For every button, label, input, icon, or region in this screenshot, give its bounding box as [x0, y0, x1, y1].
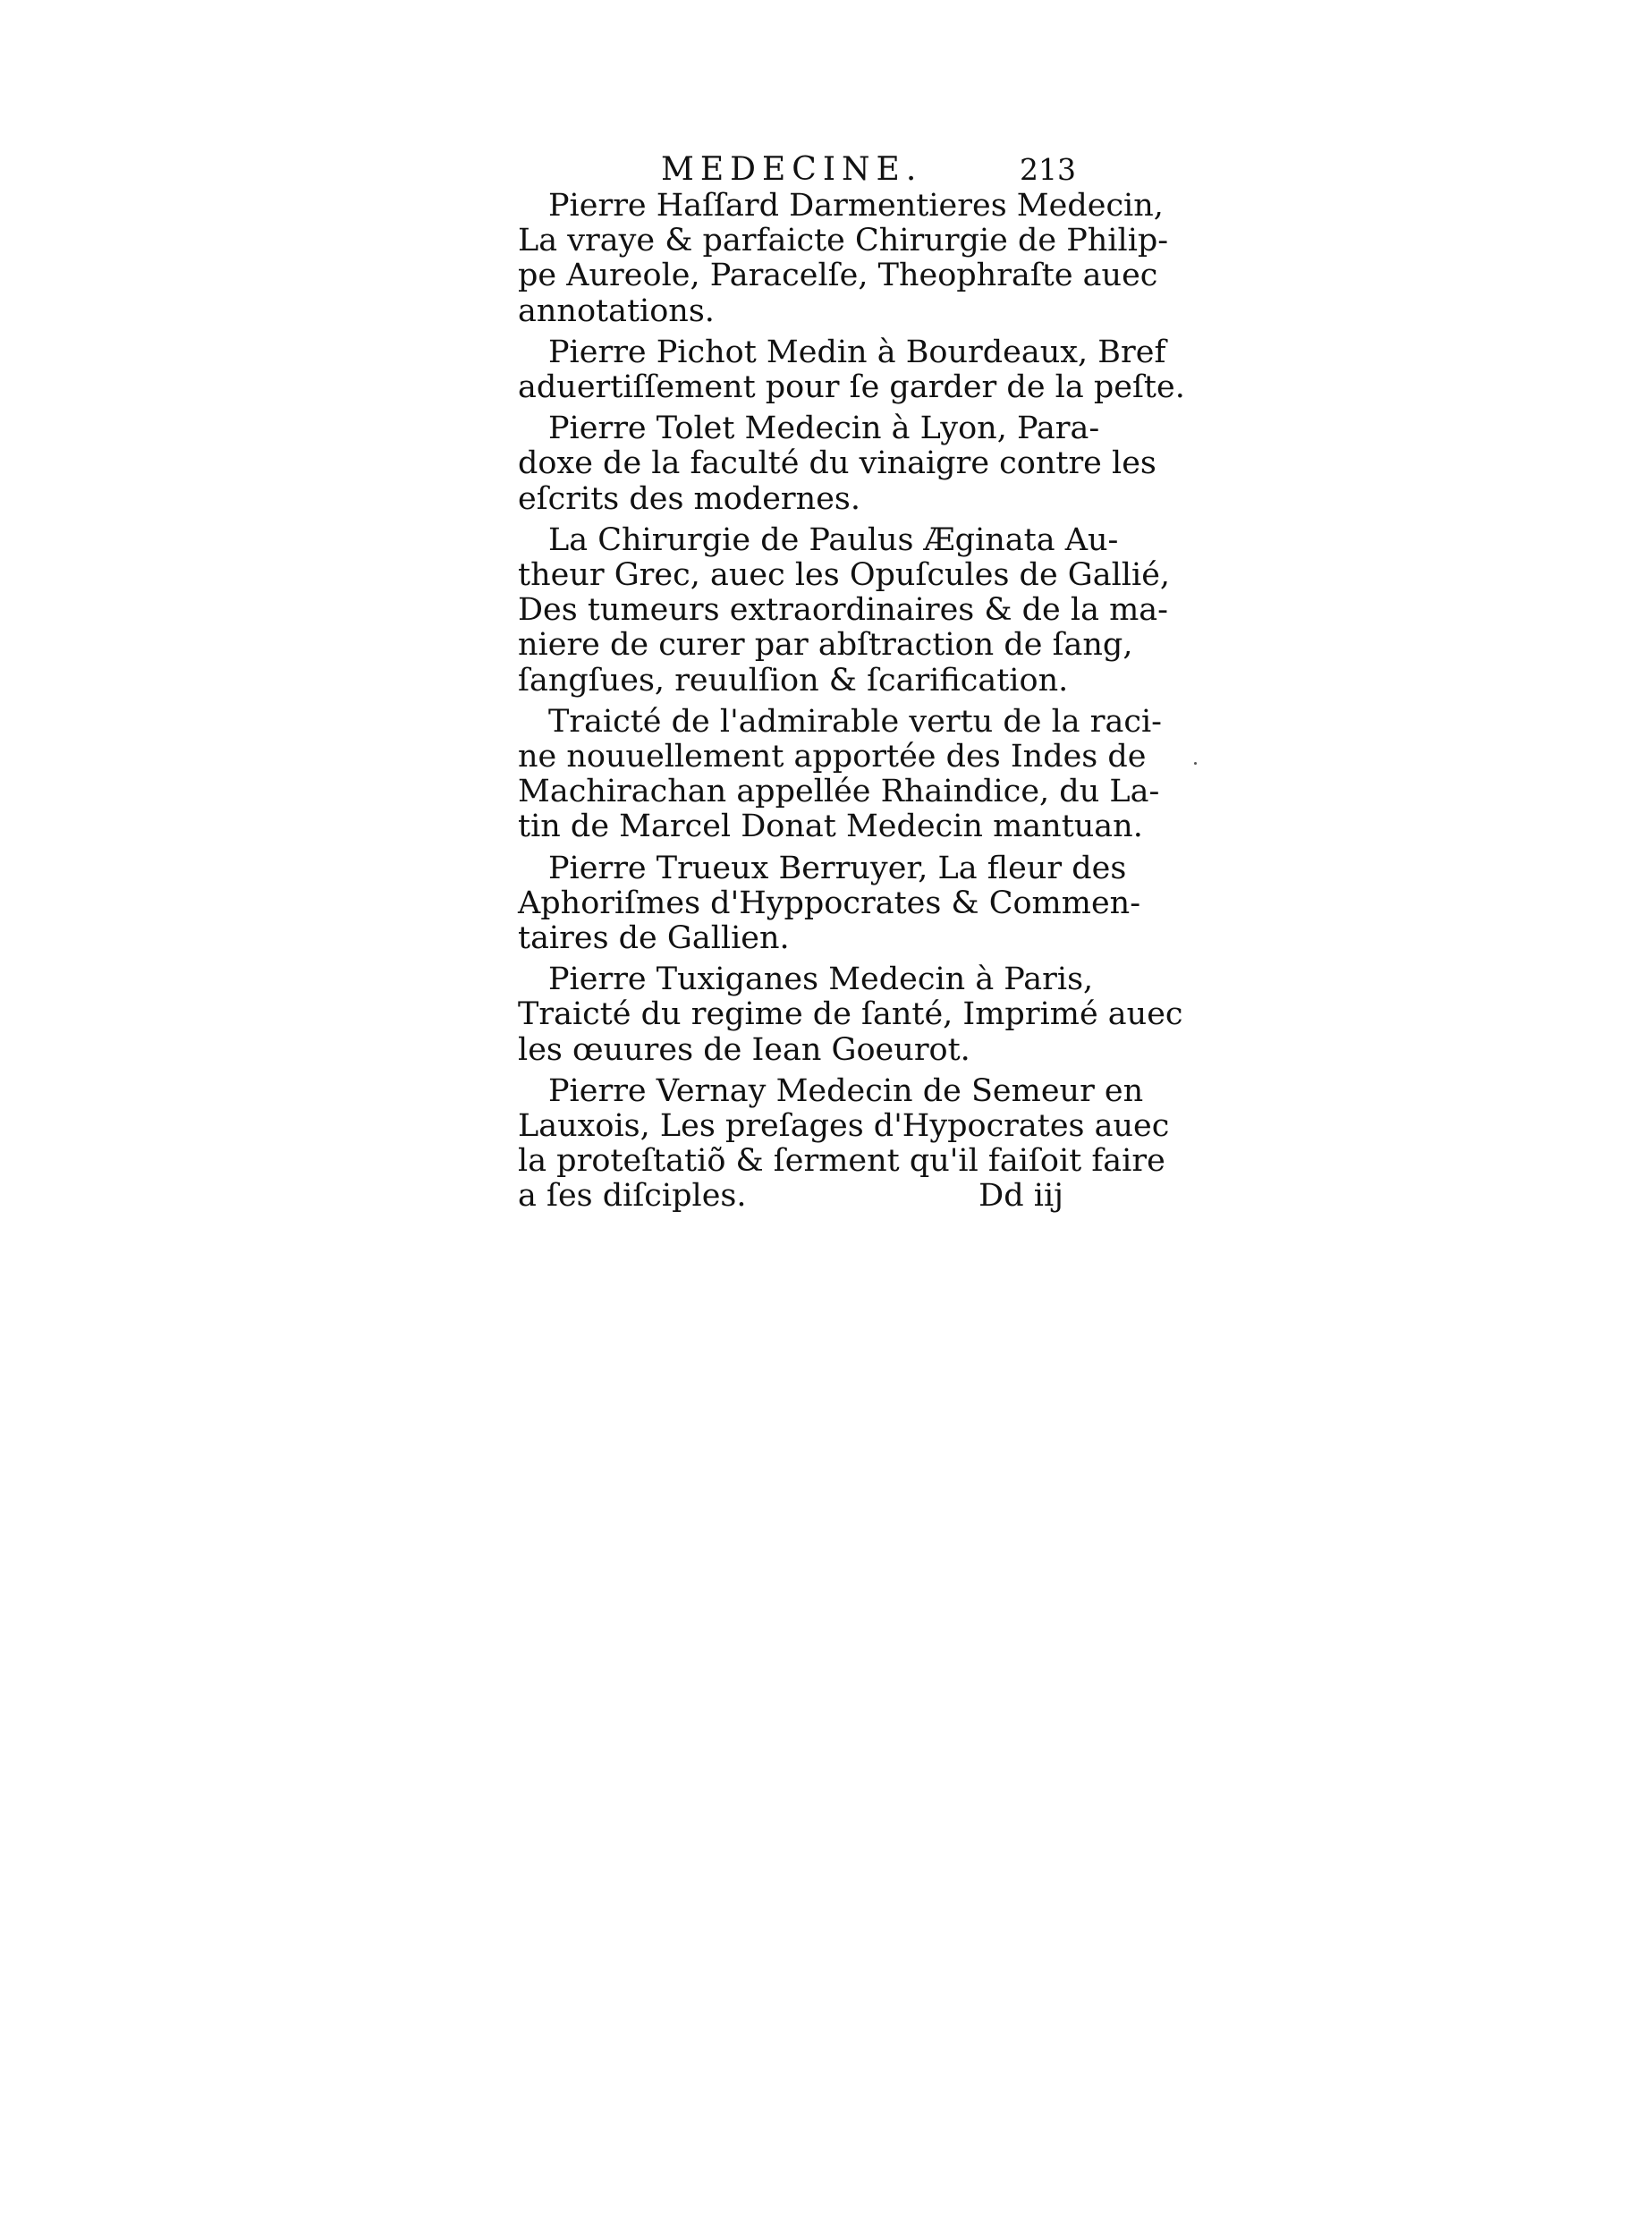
entry-line: Pierre Pichot Medin à Bourdeaux, Bref [548, 334, 1166, 370]
bibliography-entry [518, 521, 1171, 699]
entry-line: Pierre Haſſard Darmentieres Medecin, [548, 188, 1164, 224]
entry-line: taires de Gallien. [518, 920, 790, 957]
entry-line: doxe de la faculté du vinaigre contre les [518, 445, 1156, 482]
entry-line: La vraye & parfaicte Chirurgie de Philip- [518, 223, 1169, 259]
entry-line: niere de curer par abſtraction de ſang, [518, 627, 1133, 664]
entry-line: Pierre Trueux Berruyer, La fleur des [548, 850, 1127, 886]
entry-line: Lauxois, Les preſages d'Hypocrates auec [518, 1108, 1170, 1145]
signature-mark: Dd iij [978, 1178, 1063, 1215]
entry-line: Traicté de l'admirable vertu de la raci- [548, 703, 1162, 740]
bibliography-entry [518, 188, 1169, 329]
page-footer-line [518, 1179, 1076, 1214]
entry-line: La Chirurgie de Paulus Æginata Au- [548, 521, 1119, 558]
bibliography-entry [518, 1072, 1170, 1215]
entry-line: pe Aureole, Paracelſe, Theophraſte auec [518, 258, 1158, 294]
entry-line: a ſes diſciples. [518, 1178, 747, 1215]
bibliography-entry [518, 850, 1141, 957]
page-number: 213 [1020, 152, 1076, 187]
entry-line: annotations. [518, 292, 715, 329]
running-head: MEDECINE. [661, 151, 923, 188]
entry-line: Aphoriſmes d'Hyppocrates & Commen- [518, 885, 1141, 921]
entry-line: Machirachan appellée Rhaindice, du La- [518, 774, 1160, 810]
entry-line: ſangſues, reuulſion & ſcarification. [518, 662, 1069, 699]
entry-line: theur Grec, auec les Opuſcules de Gallié, [518, 557, 1171, 594]
entry-line: Pierre Vernay Medecin de Semeur en [548, 1072, 1144, 1109]
text-block [518, 151, 1185, 1221]
ink-speck [1194, 762, 1197, 765]
page-header [518, 152, 1076, 190]
entry-line: Pierre Tuxiganes Medecin à Paris, [548, 961, 1094, 998]
bibliography-entry [518, 961, 1183, 1068]
bibliography-entry [518, 411, 1156, 517]
entry-line: eſcrits des modernes. [518, 480, 861, 517]
entry-line: ne nouuellement apportée des Indes de [518, 739, 1147, 775]
entry-line: Traicté du regime de ſanté, Imprimé auec [518, 996, 1183, 1033]
entry-line: Des tumeurs extraordinaires & de la ma- [518, 592, 1168, 629]
entry-line: Pierre Tolet Medecin à Lyon, Para- [548, 411, 1100, 447]
entry-line: aduertiſſement pour ſe garder de la peſte. [518, 369, 1185, 406]
bibliography-entry [518, 703, 1162, 845]
bibliography-entry [518, 334, 1185, 406]
entry-line: les œuures de Iean Goeurot. [518, 1031, 970, 1068]
entry-line: tin de Marcel Donat Medecin mantuan. [518, 809, 1143, 845]
entry-line: la proteſtatiõ & ſerment qu'il faiſoit faire [518, 1143, 1165, 1180]
